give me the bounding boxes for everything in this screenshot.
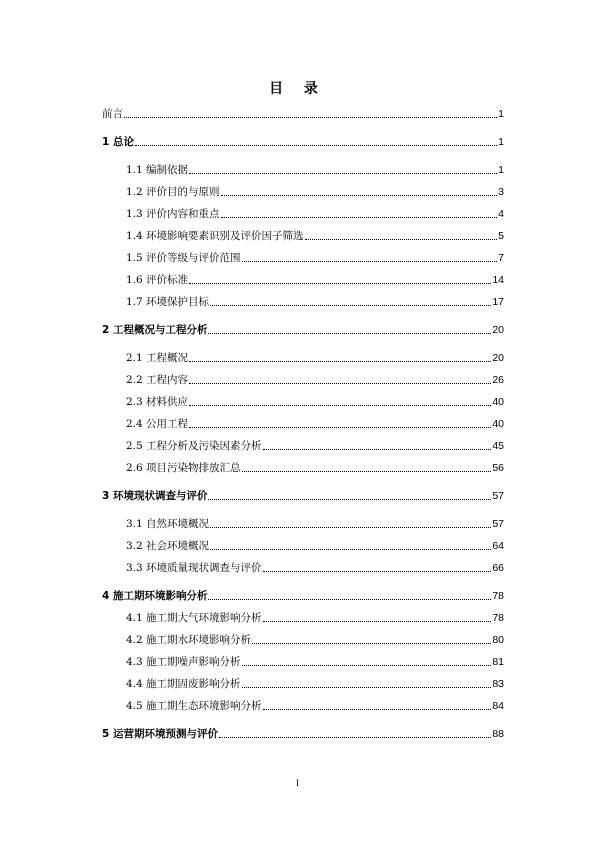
toc-entry-title: 1.5 评价等级与评价范围 (126, 252, 241, 264)
page-number: I (296, 778, 299, 788)
toc-entry-title: 2.2 工程内容 (126, 374, 189, 386)
toc-leader-dots (135, 145, 497, 146)
toc-entry-title: 4.4 施工期固废影响分析 (126, 678, 241, 690)
toc-section-entry[interactable] (126, 610, 504, 626)
toc-entry-page: 40 (492, 418, 504, 430)
toc-title: 目 录 (269, 81, 326, 97)
toc-entry-title: 4.5 施工期生态环境影响分析 (126, 700, 262, 712)
toc-entry-title: 4.1 施工期大气环境影响分析 (126, 612, 262, 624)
toc-leader-dots (210, 527, 491, 528)
toc-leader-dots (221, 217, 498, 218)
toc-leader-dots (221, 195, 498, 196)
toc-entry-page: 20 (492, 324, 504, 336)
toc-entry-page: 81 (492, 656, 504, 668)
toc-section-entry[interactable] (126, 460, 504, 476)
toc-entry-page: 4 (498, 208, 504, 220)
toc-entry-title: 4 施工期环境影响分析 (102, 590, 208, 602)
toc-chapter-entry[interactable] (102, 488, 504, 504)
toc-leader-dots (252, 643, 491, 644)
toc-section-entry[interactable] (126, 162, 504, 178)
toc-section-entry[interactable] (126, 560, 504, 576)
toc-entry-title: 2.5 工程分析及污染因素分析 (126, 440, 262, 452)
toc-leader-dots (219, 737, 491, 738)
toc-entry-page: 17 (492, 296, 504, 308)
toc-section-entry[interactable] (126, 228, 504, 244)
toc-entry-page: 5 (498, 230, 504, 242)
toc-entry-page: 40 (492, 396, 504, 408)
toc-entry-title: 5 运营期环境预测与评价 (102, 728, 218, 740)
toc-leader-dots (263, 571, 492, 572)
toc-leader-dots (189, 283, 491, 284)
toc-entry-page: 7 (498, 252, 504, 264)
toc-leader-dots (189, 405, 491, 406)
toc-section-entry[interactable] (126, 538, 504, 554)
toc-section-entry[interactable] (126, 206, 504, 222)
toc-leader-dots (210, 549, 491, 550)
toc-leader-dots (208, 599, 491, 600)
toc-entry-title: 2.1 工程概况 (126, 352, 189, 364)
toc-section-entry[interactable] (126, 632, 504, 648)
toc-entry-page: 78 (492, 612, 504, 624)
toc-chapter-entry[interactable] (102, 106, 504, 122)
toc-section-entry[interactable] (126, 516, 504, 532)
toc-entry-title: 2.4 公用工程 (126, 418, 189, 430)
toc-leader-dots (189, 361, 491, 362)
toc-chapter-entry[interactable] (102, 726, 504, 742)
toc-entry-page: 14 (492, 274, 504, 286)
toc-chapter-entry[interactable] (102, 322, 504, 338)
toc-entry-page: 57 (492, 518, 504, 530)
toc-leader-dots (305, 239, 498, 240)
toc-leader-dots (242, 471, 492, 472)
toc-entry-title: 前言 (102, 108, 123, 120)
toc-entry-title: 1.3 评价内容和重点 (126, 208, 220, 220)
toc-entry-page: 80 (492, 634, 504, 646)
toc-section-entry[interactable] (126, 184, 504, 200)
toc-leader-dots (189, 427, 491, 428)
toc-entry-title: 1.2 评价目的与原则 (126, 186, 220, 198)
toc-entry-title: 3.2 社会环境概况 (126, 540, 210, 552)
toc-leader-dots (189, 173, 497, 174)
toc-entry-title: 3.3 环境质量现状调查与评价 (126, 562, 262, 574)
toc-entry-page: 1 (498, 164, 504, 176)
toc-entry-page: 26 (492, 374, 504, 386)
toc-leader-dots (242, 687, 492, 688)
toc-chapter-entry[interactable] (102, 134, 504, 150)
toc-leader-dots (263, 449, 492, 450)
toc-section-entry[interactable] (126, 698, 504, 714)
toc-entry-page: 57 (492, 490, 504, 502)
toc-entry-page: 88 (492, 728, 504, 740)
toc-entry-page: 64 (492, 540, 504, 552)
toc-entry-title: 2.3 材料供应 (126, 396, 189, 408)
toc-section-entry[interactable] (126, 416, 504, 432)
toc-entry-title: 1.6 评价标准 (126, 274, 189, 286)
toc-entry-page: 84 (492, 700, 504, 712)
toc-entry-page: 83 (492, 678, 504, 690)
toc-section-entry[interactable] (126, 372, 504, 388)
toc-entry-title: 2 工程概况与工程分析 (102, 324, 208, 336)
toc-leader-dots (208, 499, 491, 500)
toc-entry-title: 4.2 施工期水环境影响分析 (126, 634, 252, 646)
toc-section-entry[interactable] (126, 272, 504, 288)
toc-section-entry[interactable] (126, 250, 504, 266)
toc-entry-page: 45 (492, 440, 504, 452)
toc-leader-dots (124, 117, 497, 118)
toc-entry-page: 3 (498, 186, 504, 198)
toc-entry-page: 78 (492, 590, 504, 602)
toc-leader-dots (210, 305, 491, 306)
toc-leader-dots (263, 709, 492, 710)
toc-entry-title: 3 环境现状调查与评价 (102, 490, 208, 502)
toc-entry-title: 2.6 项目污染物排放汇总 (126, 462, 241, 474)
toc-section-entry[interactable] (126, 294, 504, 310)
toc-entry-title: 1.4 环境影响要素识别及评价因子筛选 (126, 230, 304, 242)
toc-section-entry[interactable] (126, 654, 504, 670)
toc-leader-dots (242, 665, 492, 666)
toc-entry-title: 1.7 环境保护目标 (126, 296, 210, 308)
toc-leader-dots (208, 333, 491, 334)
toc-entry-title: 1.1 编制依据 (126, 164, 189, 176)
toc-chapter-entry[interactable] (102, 588, 504, 604)
toc-section-entry[interactable] (126, 676, 504, 692)
toc-section-entry[interactable] (126, 438, 504, 454)
toc-entry-page: 20 (492, 352, 504, 364)
toc-section-entry[interactable] (126, 394, 504, 410)
toc-entry-page: 1 (498, 136, 504, 148)
toc-entry-title: 1 总论 (102, 136, 134, 148)
toc-section-entry[interactable] (126, 350, 504, 366)
toc-entry-title: 4.3 施工期噪声影响分析 (126, 656, 241, 668)
toc-entry-page: 66 (492, 562, 504, 574)
toc-leader-dots (242, 261, 498, 262)
toc-entry-page: 56 (492, 462, 504, 474)
toc-entry-title: 3.1 自然环境概况 (126, 518, 210, 530)
toc-leader-dots (263, 621, 492, 622)
toc-entry-page: 1 (498, 108, 504, 120)
toc-leader-dots (189, 383, 491, 384)
